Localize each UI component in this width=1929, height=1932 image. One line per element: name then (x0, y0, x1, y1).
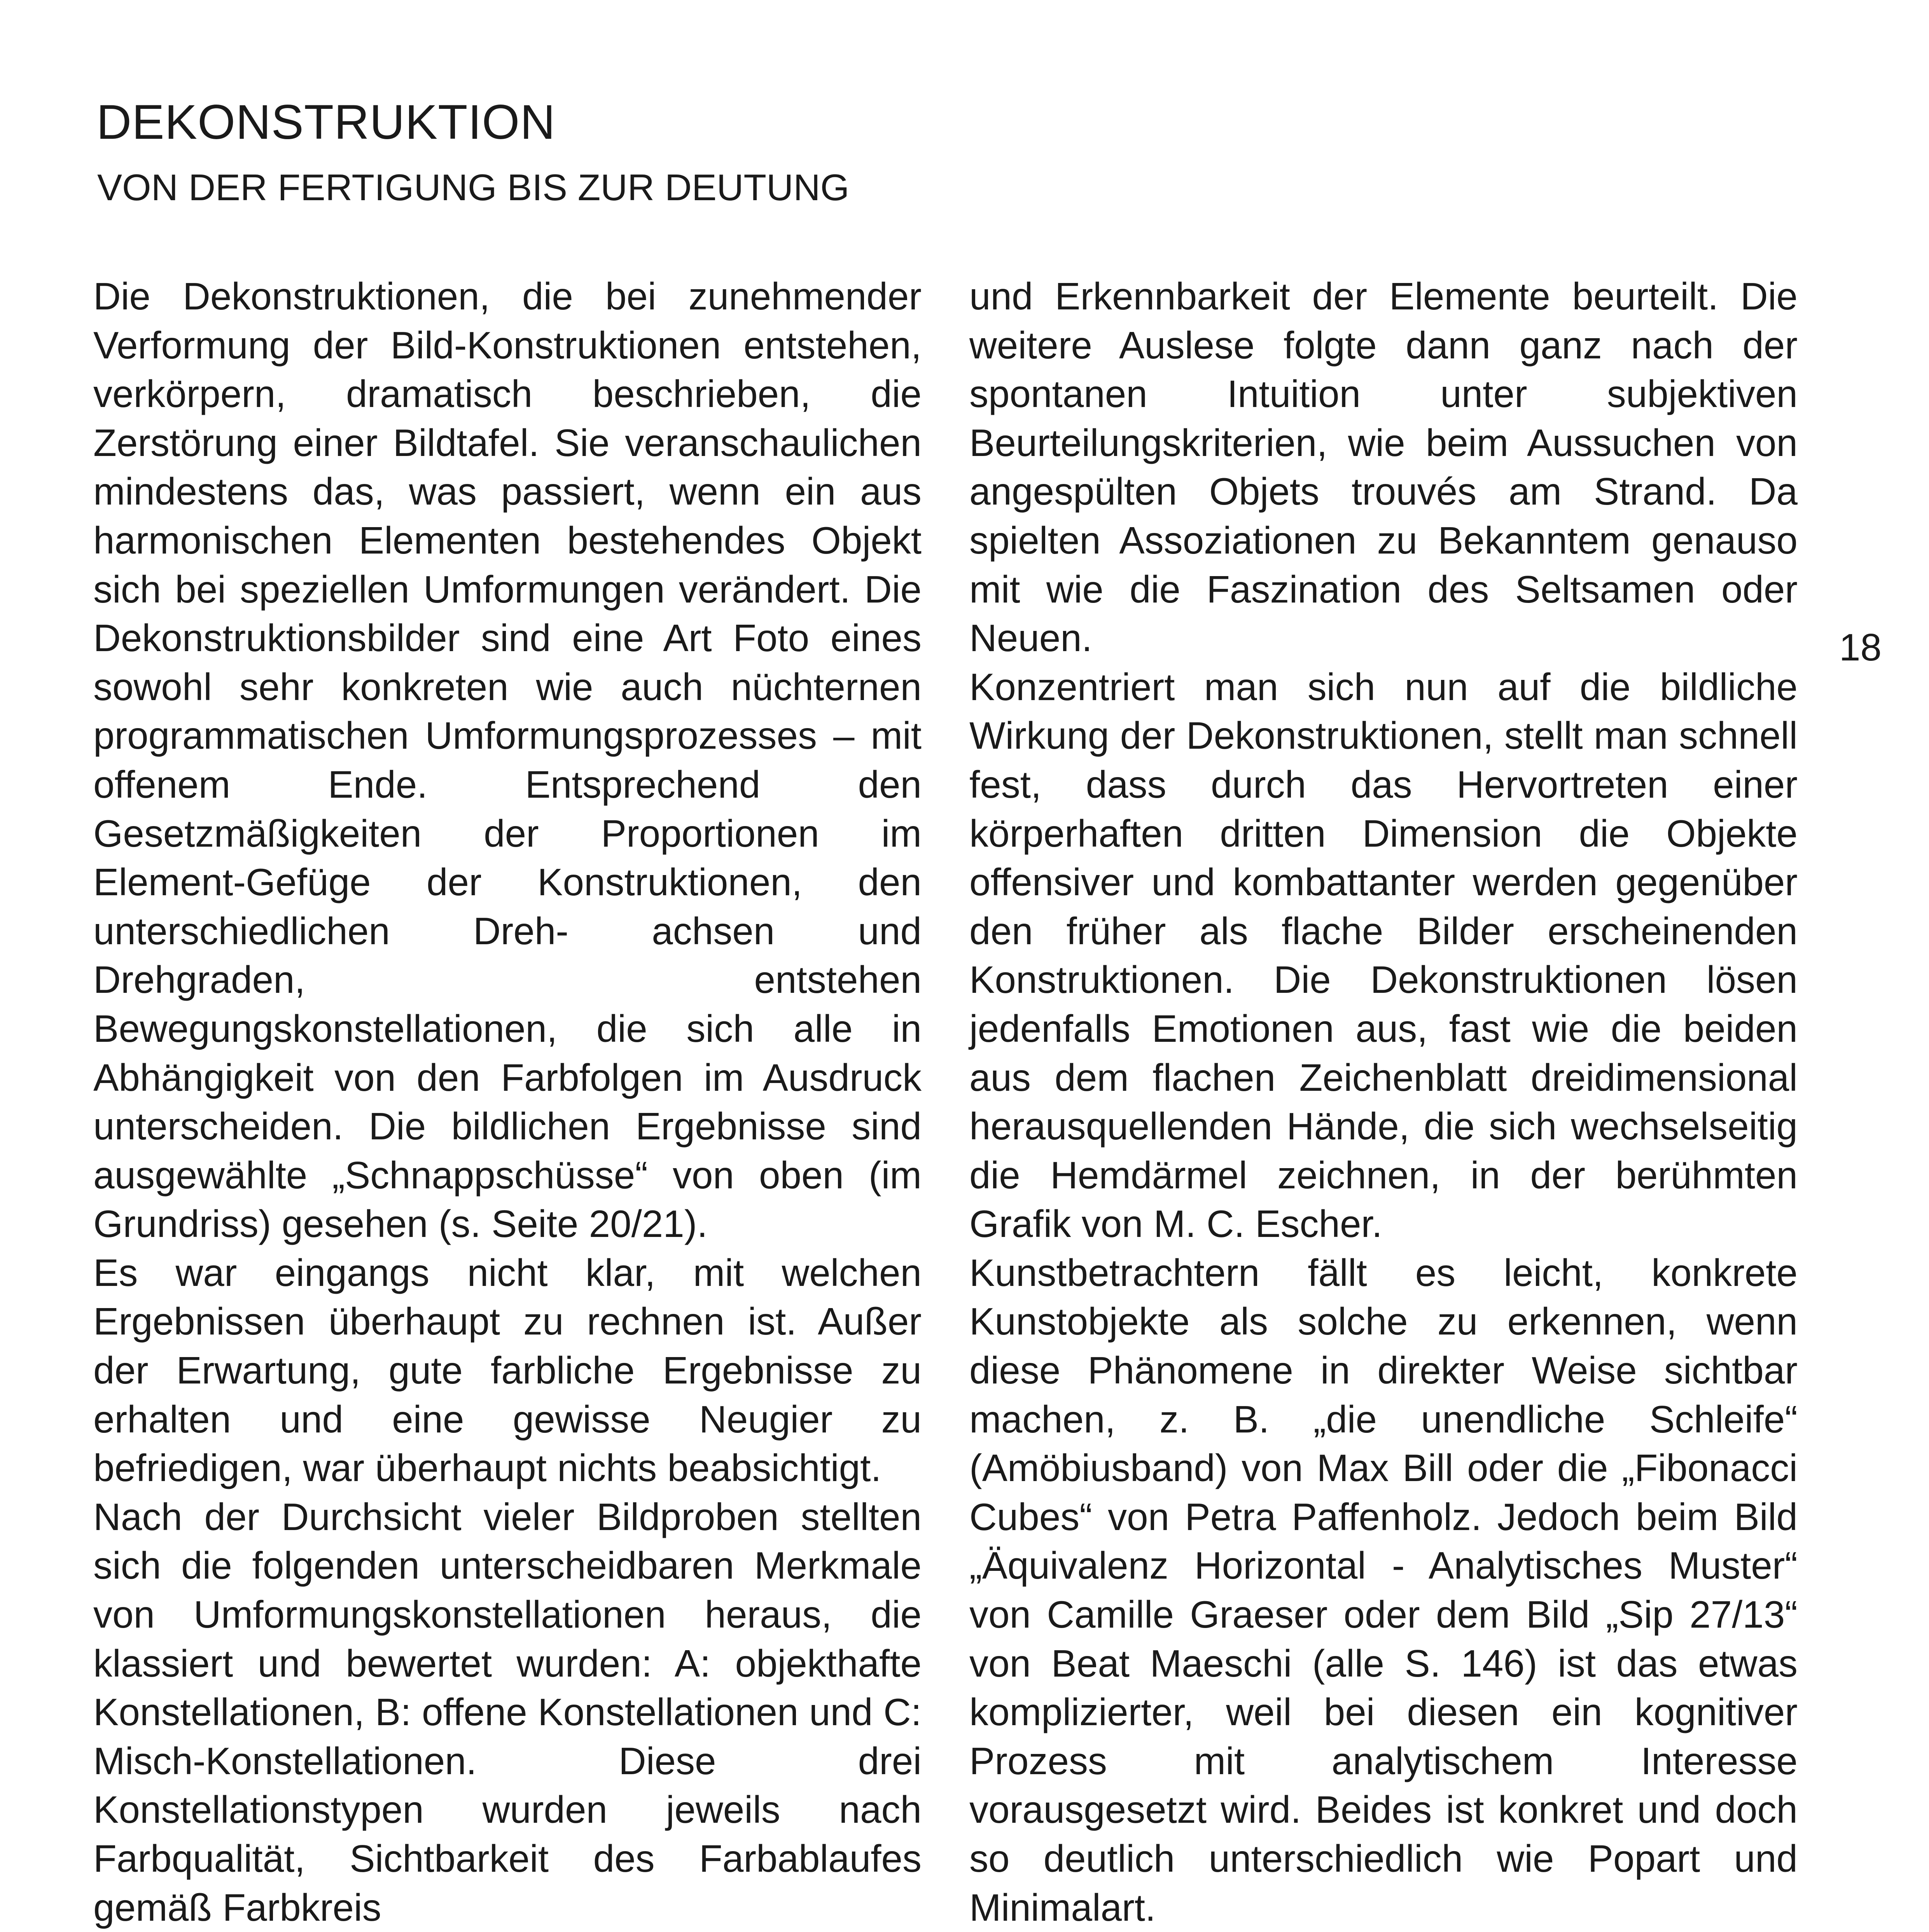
text-column-right (969, 272, 1798, 1932)
text-column-left (93, 272, 922, 1932)
paragraph: Die Dekonstruktionen, die bei zunehmender Verformung der Bild-Konstruktionen entstehen, verkörpern, dramatisch beschrieben, die Zerstörung einer Bildtafel. Sie veranschaulichen mindestens das, was passiert, wenn ein aus harmonischen Elementen bestehendes Objekt sich bei speziellen Umformungen verändert. Die Dekonstruktionsbilder sind eine Art Foto eines sowohl sehr konkreten wie auch nüchternen programmatischen Umformungsprozesses – mit offenem Ende. Entsprechend den Gesetzmäßigkeiten der Proportionen im Element-Gefüge der Konstruktionen, den unterschiedlichen Dreh- achsen und Drehgraden, entstehen Bewegungskonstellationen, die sich alle in Abhängigkeit von den Farbfolgen im Ausdruck unterscheiden. Die bildlichen Ergebnisse sind ausgewählte „Schnappschüsse“ von oben (im Grundriss) gesehen (s. Seite 20/21). (93, 275, 922, 1245)
paragraph: Es war eingangs nicht klar, mit welchen Ergebnissen überhaupt zu rechnen ist. Außer der Erwartung, gute farbliche Ergebnisse zu erhalten und eine gewisse Neugier zu befriedigen, war überhaupt nichts beabsichtigt. (93, 1251, 922, 1490)
paragraph: und Erkennbarkeit der Elemente beurteilt. Die weitere Auslese folgte dann ganz nach der spontanen Intuition unter subjektiven Beurteilungskriterien, wie beim Aussuchen von angespülten Objets trouvés am Strand. Da spielten Assoziationen zu Bekanntem genauso mit wie die Faszination des Seltsamen oder Neuen. (969, 275, 1798, 660)
page-number: 18 (1839, 626, 1882, 669)
paragraph: Kunstbetrachtern fällt es leicht, konkrete Kunstobjekte als solche zu erkennen, wenn diese Phänomene in direkter Weise sichtbar machen, z. B. „die unendliche Schleife“ (Amöbiusband) von Max Bill oder die „Fibonacci Cubes“ von Petra Paffenholz. Jedoch beim Bild „Äquivalenz Horizontal - Analytisches Muster“ von Camille Graeser oder dem Bild „Sip 27/13“ von Beat Maeschi (alle S. 146) ist das etwas komplizierter, weil bei diesen ein kognitiver Prozess mit analytischem Interesse vorausgesetzt wird. Beides ist konkret und doch so deutlich unterschiedlich wie Popart und Minimalart. (969, 1251, 1798, 1929)
page-title: DEKONSTRUKTION (96, 95, 556, 149)
paragraph: Nach der Durchsicht vieler Bildproben stellten sich die folgenden unterscheidbaren Merkmale von Umformungskonstellationen heraus, die klassiert und bewertet wurden: A: objekthafte Konstellationen, B: offene Konstellationen und C: Misch-Konstellationen. Diese drei Konstellationstypen wurden jeweils nach Farbqualität, Sichtbarkeit des Farbablaufes gemäß Farbkreis (93, 1495, 922, 1929)
paragraph: Konzentriert man sich nun auf die bildliche Wirkung der Dekonstruktionen, stellt man schnell fest, dass durch das Hervortreten einer körperhaften dritten Dimension die Objekte offensiver und kombattanter werden gegenüber den früher als flache Bilder erscheinenden Konstruktionen. Die Dekonstruktionen lösen jedenfalls Emotionen aus, fast wie die beiden aus dem flachen Zeichenblatt dreidimensional herausquellenden Hände, die sich wechselseitig die Hemdärmel zeichnen, in der berühmten Grafik von M. C. Escher. (969, 665, 1798, 1245)
page-subtitle: VON DER FERTIGUNG BIS ZUR DEUTUNG (97, 167, 850, 208)
